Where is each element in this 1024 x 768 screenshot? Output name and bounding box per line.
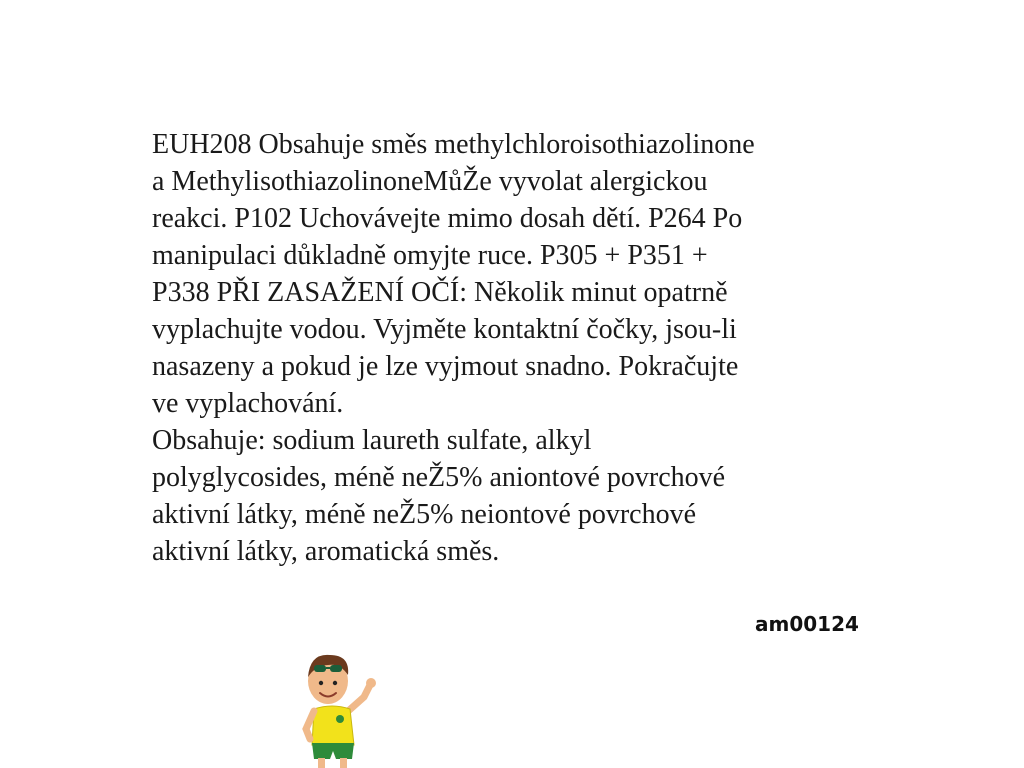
- product-code: am00124: [755, 612, 859, 636]
- ingredients-statement: Obsahuje: sodium laureth sulfate, alkyl polyglycosides, méně neŽ5% aniontové povrchové aktivní látky, méně neŽ5% neiontové povrchové aktivní látky, aromatická směs.: [152, 425, 726, 567]
- hazard-statement: EUH208 Obsahuje směs methylchloroisothiazolinone a MethylisothiazolinoneMůŽe vyvolat alergickou reakci. P102 Uchovávejte mimo dosah dětí. P264 Po manipulaci důkladně omyjte ruce. P305 + P351 + P338 PŘI ZASAŽENÍ OČÍ: Několik minut opatrně vyplachujte vodou. Vyjměte kontaktní čočky, jsou-li nasazeny a pokud je lze vyjmout snadno. Pokračujte ve vyplachování.: [152, 129, 755, 419]
- label-text-block: [152, 126, 892, 570]
- cartoon-boy-waving-icon: [284, 645, 384, 768]
